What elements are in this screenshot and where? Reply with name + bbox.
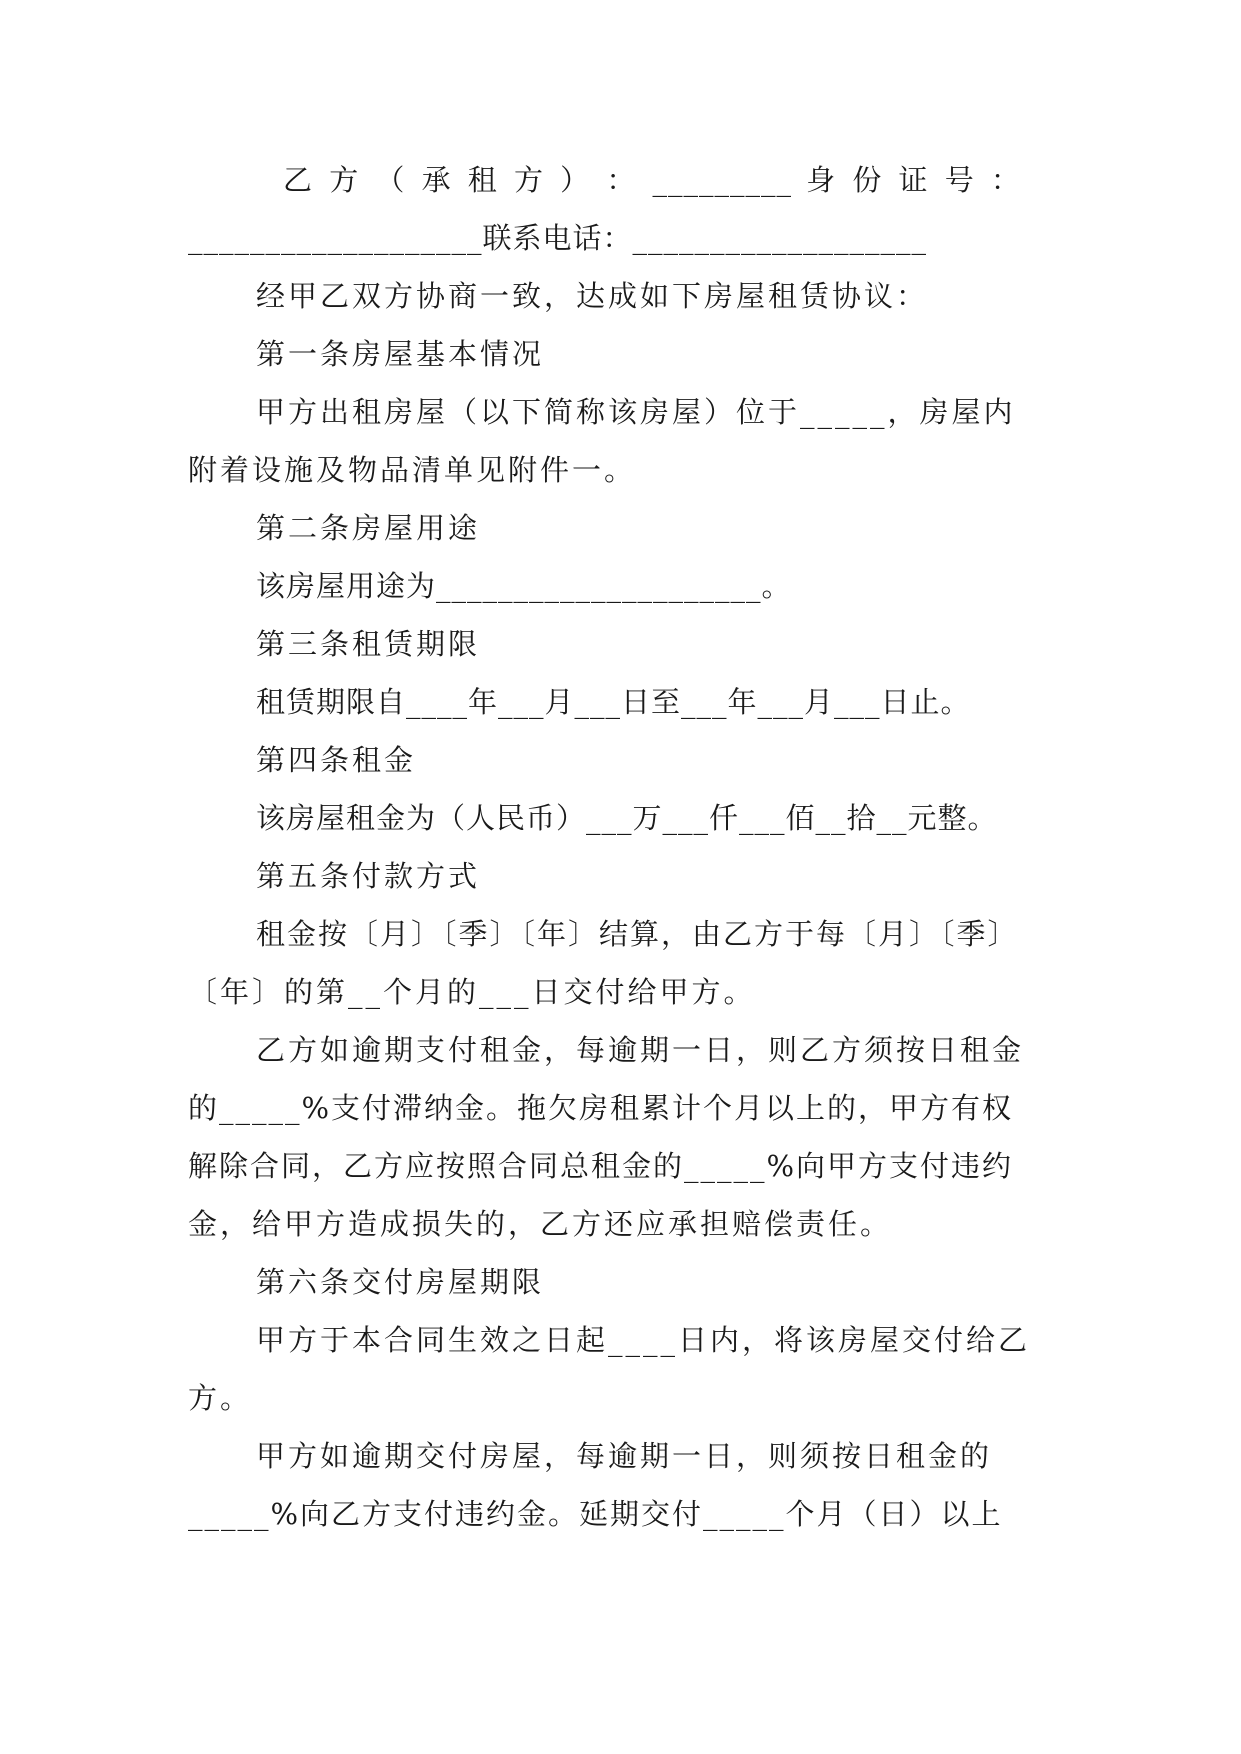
text-fragment: 方 <box>513 163 546 197</box>
blank-field: _________ <box>652 163 792 197</box>
article-2-heading: 第二条房屋用途 <box>256 511 481 545</box>
article-3-heading: 第三条租赁期限 <box>256 627 481 661</box>
text-fragment: ： <box>606 163 639 197</box>
article-6-late-delivery-cont: _____%向乙方支付违约金。延期交付_____个月（日）以上 <box>188 1497 1003 1531</box>
contact-line: ___________________联系电话：___________________ <box>188 221 928 255</box>
text-fragment: 号 <box>944 163 977 197</box>
text-fragment: 证 <box>898 163 931 197</box>
article-6-text-cont: 方。 <box>188 1381 253 1415</box>
article-1-text-cont: 附着设施及物品清单见附件一。 <box>188 453 637 487</box>
text-fragment: ： <box>990 163 1023 197</box>
article-4-heading: 第四条租金 <box>256 743 417 777</box>
text-fragment: 份 <box>852 163 885 197</box>
article-3-text: 租赁期限自____年___月___日至___年___月___日止。 <box>256 685 971 719</box>
article-5-late-payment-cont-2: 解除合同，乙方应按照合同总租金的_____%向甲方支付违约 <box>188 1149 1014 1183</box>
article-1-heading: 第一条房屋基本情况 <box>256 337 545 371</box>
article-2-text: 该房屋用途为_____________________。 <box>256 569 792 603</box>
article-1-text: 甲方出租房屋（以下简称该房屋）位于_____，房屋内 <box>256 395 1016 429</box>
text-fragment: （ <box>375 163 408 197</box>
article-5-heading: 第五条付款方式 <box>256 859 481 893</box>
preamble: 经甲乙双方协商一致，达成如下房屋租赁协议： <box>256 279 929 313</box>
article-6-text: 甲方于本合同生效之日起____日内，将该房屋交付给乙 <box>256 1323 1031 1357</box>
article-6-heading: 第六条交付房屋期限 <box>256 1265 545 1299</box>
article-5-late-payment-cont-1: 的_____%支付滞纳金。拖欠房租累计个月以上的，甲方有权 <box>188 1091 1014 1125</box>
article-5-text-cont: 〔年〕的第__个月的___日交付给甲方。 <box>188 975 756 1009</box>
article-5-late-payment-cont-3: 金，给甲方造成损失的，乙方还应承担赔偿责任。 <box>188 1207 893 1241</box>
article-5-text: 租金按〔月〕〔季〕〔年〕结算，由乙方于每〔月〕〔季〕 <box>256 917 1019 951</box>
article-6-late-delivery: 甲方如逾期交付房屋，每逾期一日，则须按日租金的 <box>256 1439 993 1473</box>
text-fragment: 身 <box>806 163 839 197</box>
text-fragment: 方 <box>329 163 362 197</box>
text-fragment: ） <box>560 163 593 197</box>
article-5-late-payment: 乙方如逾期支付租金，每逾期一日，则乙方须按日租金 <box>256 1033 1025 1067</box>
tenant-party-line <box>283 160 1023 200</box>
text-fragment: 承 <box>421 163 454 197</box>
text-fragment: 乙 <box>283 163 316 197</box>
text-fragment: 租 <box>467 163 500 197</box>
article-4-text: 该房屋租金为（人民币）___万___仟___佰__拾__元整。 <box>256 801 998 835</box>
